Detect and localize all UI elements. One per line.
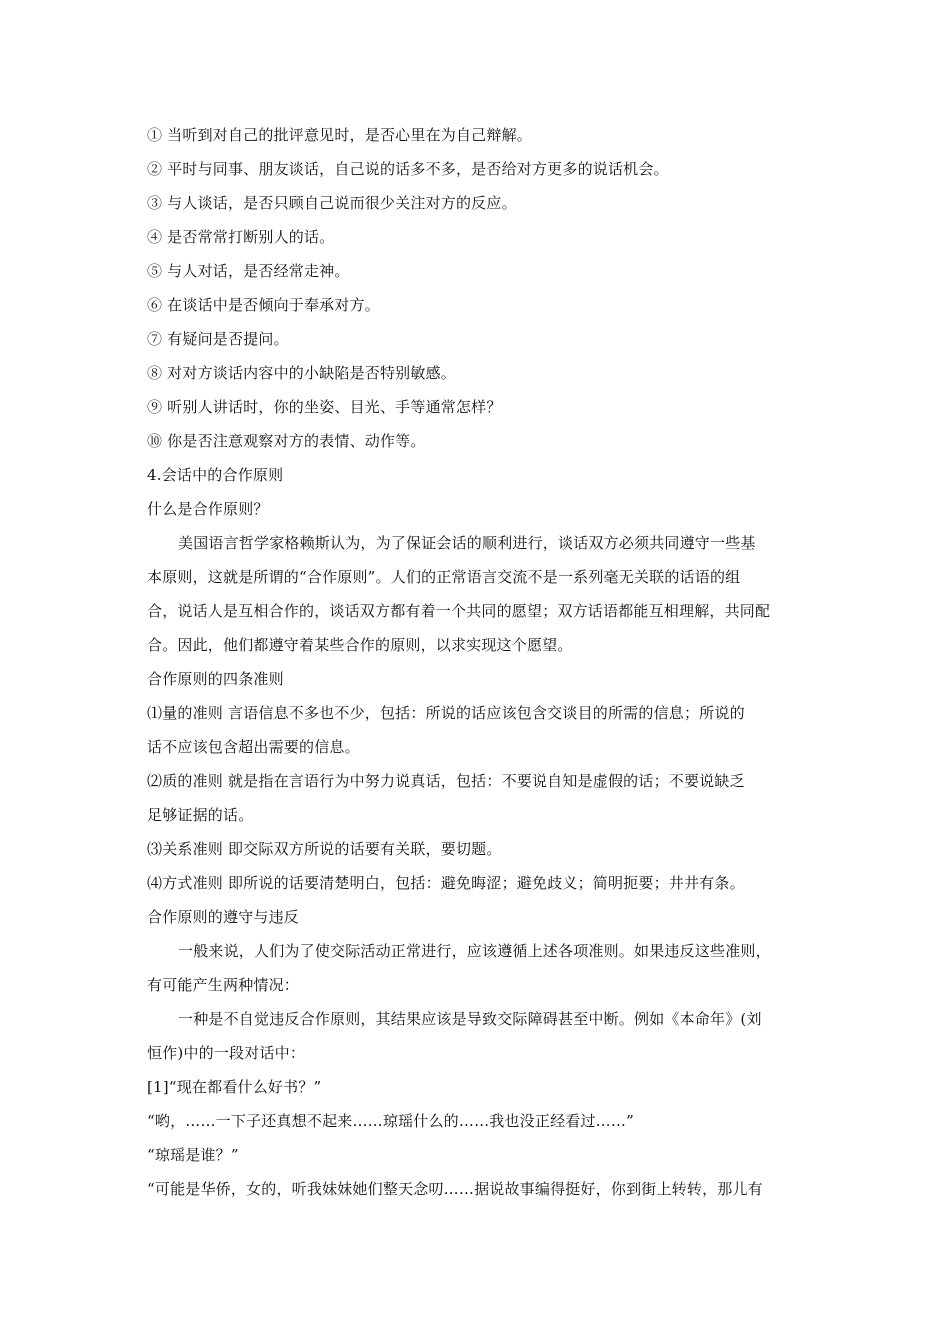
question-item-8: ⑧ 对对方谈话内容中的小缺陷是否特别敏感。 xyxy=(147,364,456,382)
dialogue-line: “可能是华侨，女的，听我妹妹她们整天念叨……据说故事编得挺好，你到街上转转，那儿有 xyxy=(147,1180,763,1198)
maxim-quantity: ⑴量的准则 言语信息不多也不少，包括：所说的话应该包含交谈目的所需的信息；所说的 xyxy=(147,704,745,722)
question-list xyxy=(147,118,812,458)
paragraph-line: 美国语言哲学家格赖斯认为，为了保证会话的顺利进行，谈话双方必须共同遵守一些基 xyxy=(178,534,756,552)
document-page xyxy=(147,118,812,1206)
maxim-quality: ⑵质的准则 就是指在言语行为中努力说真话，包括：不要说自知是虚假的话；不要说缺乏 xyxy=(147,772,745,790)
paragraph-line: 一般来说，人们为了使交际活动正常进行，应该遵循上述各项准则。如果违反这些准则， xyxy=(178,942,771,960)
subheading-four-maxims: 合作原则的四条准则 xyxy=(147,670,284,688)
maxim-quality-cont: 足够证据的话。 xyxy=(147,806,254,824)
intro-paragraph xyxy=(147,526,812,662)
dialogue-line: “哟，……一下子还真想不起来……琼瑶什么的……我也没正经看过……” xyxy=(147,1112,634,1130)
maxim-quantity-cont: 话不应该包含超出需要的信息。 xyxy=(147,738,360,756)
question-item-3: ③ 与人谈话，是否只顾自己说而很少关注对方的反应。 xyxy=(147,194,517,212)
general-paragraph xyxy=(147,934,812,1002)
question-item-10: ⑩ 你是否注意观察对方的表情、动作等。 xyxy=(147,432,426,450)
question-item-7: ⑦ 有疑问是否提问。 xyxy=(147,330,289,348)
question-item-1: ① 当听到对自己的批评意见时，是否心里在为自己辩解。 xyxy=(147,126,532,144)
dialogue-line: “琼瑶是谁？” xyxy=(147,1146,239,1164)
maxim-relation: ⑶关系准则 即交际双方所说的话要有关联，要切题。 xyxy=(147,840,502,858)
paragraph-line: 合。因此，他们都遵守着某些合作的原则，以求实现这个愿望。 xyxy=(147,636,573,654)
dialogue-example xyxy=(147,1070,812,1206)
question-item-9: ⑨ 听别人讲话时，你的坐姿、目光、手等通常怎样？ xyxy=(147,398,502,416)
question-item-2: ② 平时与同事、朋友谈话，自己说的话多不多，是否给对方更多的说话机会。 xyxy=(147,160,669,178)
maxims-list xyxy=(147,696,812,900)
maxim-manner: ⑷方式准则 即所说的话要清楚明白，包括：避免晦涩；避免歧义；简明扼要；井井有条。 xyxy=(147,874,745,892)
question-item-4: ④ 是否常常打断别人的话。 xyxy=(147,228,335,246)
paragraph-line: 恒作)中的一段对话中： xyxy=(147,1044,306,1062)
question-item-5: ⑤ 与人对话，是否经常走神。 xyxy=(147,262,350,280)
subheading-what-is: 什么是合作原则？ xyxy=(147,500,269,518)
question-item-6: ⑥ 在谈话中是否倾向于奉承对方。 xyxy=(147,296,380,314)
first-case-paragraph xyxy=(147,1002,812,1070)
paragraph-line: 有可能产生两种情况： xyxy=(147,976,300,994)
paragraph-line: 本原则，这就是所谓的“合作原则”。人们的正常语言交流不是一系列毫无关联的话语的组 xyxy=(147,568,741,586)
subheading-observe-violate: 合作原则的遵守与违反 xyxy=(147,908,300,926)
dialogue-line: [1]“现在都看什么好书？” xyxy=(147,1078,322,1096)
paragraph-line: 一种是不自觉违反合作原则，其结果应该是导致交际障碍甚至中断。例如《本命年》(刘 xyxy=(178,1010,762,1028)
section-heading: 4.会话中的合作原则 xyxy=(147,466,284,484)
paragraph-line: 合，说话人是互相合作的，谈话双方都有着一个共同的愿望；双方话语都能互相理解，共同配 xyxy=(147,602,771,620)
